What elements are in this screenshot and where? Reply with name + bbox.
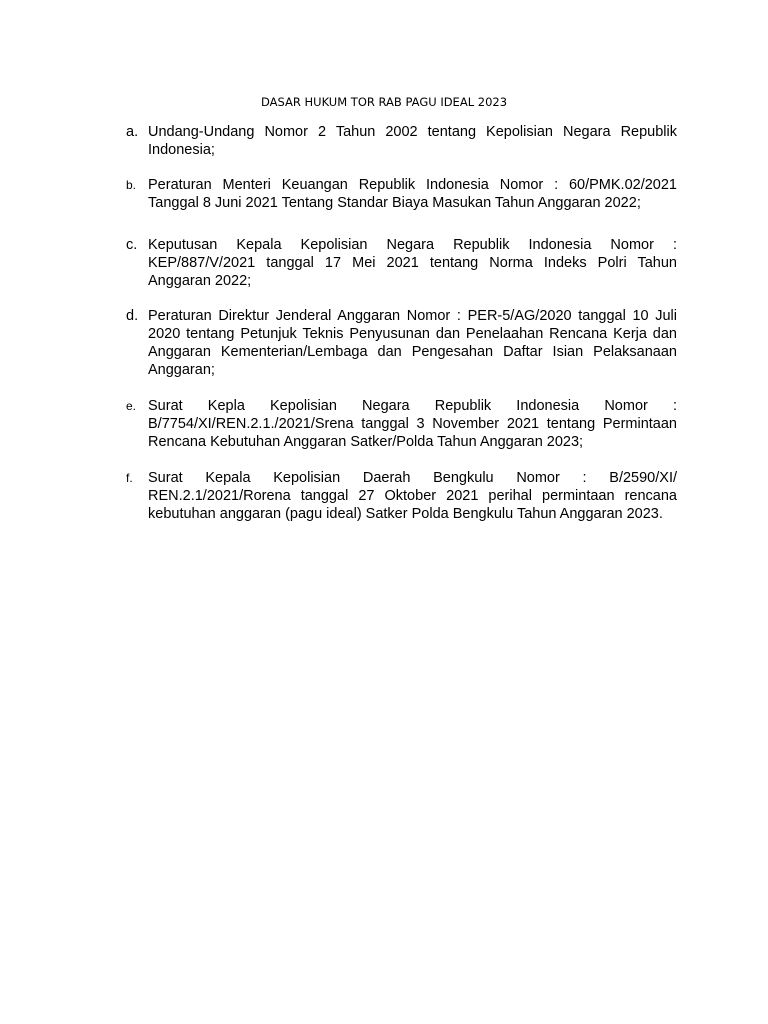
list-marker: e. xyxy=(126,399,137,413)
list-marker: a. xyxy=(126,124,139,140)
list-item-text: Undang-Undang Nomor 2 Tahun 2002 tentang Kepolisian Negara Republik Indonesia; xyxy=(148,124,677,158)
list-item-text: Peraturan Menteri Keuangan Republik Indonesia Nomor : 60/PMK.02/2021 Tanggal 8 Juni 2021 Tentang Standar Biaya Masukan Tahun Anggaran 2022; xyxy=(148,177,677,211)
list-marker: d. xyxy=(126,308,139,324)
list-item-text: Surat Kepala Kepolisian Daerah Bengkulu Nomor : B/2590/XI/ REN.2.1/2021/Rorena tanggal 27 Oktober 2021 perihal permintaan rencana kebutuhan anggaran (pagu ideal) Satker Polda Bengkulu Tahun Anggaran 2023. xyxy=(148,470,677,522)
list-marker: c. xyxy=(126,237,138,253)
list-marker: b. xyxy=(126,178,137,192)
list-item-text: Surat Kepla Kepolisian Negara Republik Indonesia Nomor : B/7754/XI/REN.2.1./2021/Srena tanggal 3 November 2021 tentang Permintaan Rencana Kebutuhan Anggaran Satker/Polda Tahun Anggaran 2023; xyxy=(148,398,677,450)
document-title: DASAR HUKUM TOR RAB PAGU IDEAL 2023 xyxy=(260,95,508,109)
list-marker: f. xyxy=(126,471,133,485)
list-item-text: Peraturan Direktur Jenderal Anggaran Nomor : PER-5/AG/2020 tanggal 10 Juli 2020 tentang Petunjuk Teknis Penyusunan dan Penelaahan Rencana Kerja dan Anggaran Kementerian/Lembaga dan Pengesahan Daftar Isian Pelaksanaan Anggaran; xyxy=(148,308,677,378)
list-item-text: Keputusan Kepala Kepolisian Negara Republik Indonesia Nomor : KEP/887/V/2021 tanggal 17 Mei 2021 tentang Norma Indeks Polri Tahun Anggaran 2022; xyxy=(148,237,677,289)
